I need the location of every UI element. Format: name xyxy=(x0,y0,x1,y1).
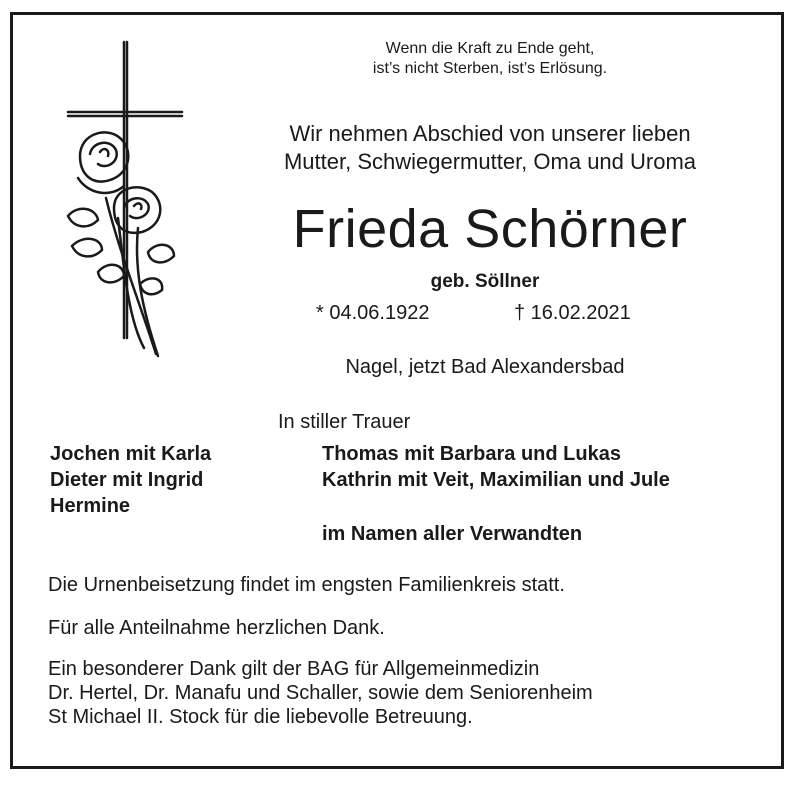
intro-line-2: Mutter, Schwiegermutter, Oma und Uroma xyxy=(283,149,697,174)
relatives-note: im Namen aller Verwandten xyxy=(322,523,583,545)
motto-line-2: ist’s nicht Sterben, ist’s Erlösung. xyxy=(372,60,608,77)
mourner-entry: Jochen mit Karla xyxy=(50,443,212,465)
thanks-notice: Für alle Anteilnahme herzlichen Dank. xyxy=(48,617,385,639)
mourners-right xyxy=(322,441,670,493)
intro-line-1: Wir nehmen Abschied von unserer lieben xyxy=(289,121,691,146)
mourner-entry: Dieter mit Ingrid xyxy=(50,469,204,491)
special-thanks-line: St Michael II. Stock für die liebevolle Betreuung. xyxy=(48,706,473,728)
special-thanks xyxy=(48,657,593,729)
special-thanks-line: Ein besonderer Dank gilt der BAG für Allgemeinmedizin xyxy=(48,658,540,680)
death-date: † 16.02.2021 xyxy=(514,302,631,324)
mourner-entry: Thomas mit Barbara und Lukas xyxy=(322,443,621,465)
mourners-left xyxy=(50,441,211,519)
deceased-name: Frieda Schörner xyxy=(292,199,688,259)
birth-date: * 04.06.1922 xyxy=(316,302,430,324)
special-thanks-line: Dr. Hertel, Dr. Manafu und Schaller, sowie dem Seniorenheim xyxy=(48,682,593,704)
maiden-name: geb. Söllner xyxy=(430,271,540,292)
funeral-notice: Die Urnenbeisetzung findet im engsten Familienkreis statt. xyxy=(48,574,565,596)
mourner-entry: Hermine xyxy=(50,495,131,517)
mourning-label: In stiller Trauer xyxy=(278,411,411,433)
motto-line-1: Wenn die Kraft zu Ende geht, xyxy=(385,40,595,57)
intro-text xyxy=(250,120,730,176)
motto xyxy=(300,39,680,79)
cross-with-roses-icon xyxy=(58,38,188,368)
mourner-entry: Kathrin mit Veit, Maximilian und Jule xyxy=(322,469,670,491)
residence: Nagel, jetzt Bad Alexandersbad xyxy=(345,356,625,378)
